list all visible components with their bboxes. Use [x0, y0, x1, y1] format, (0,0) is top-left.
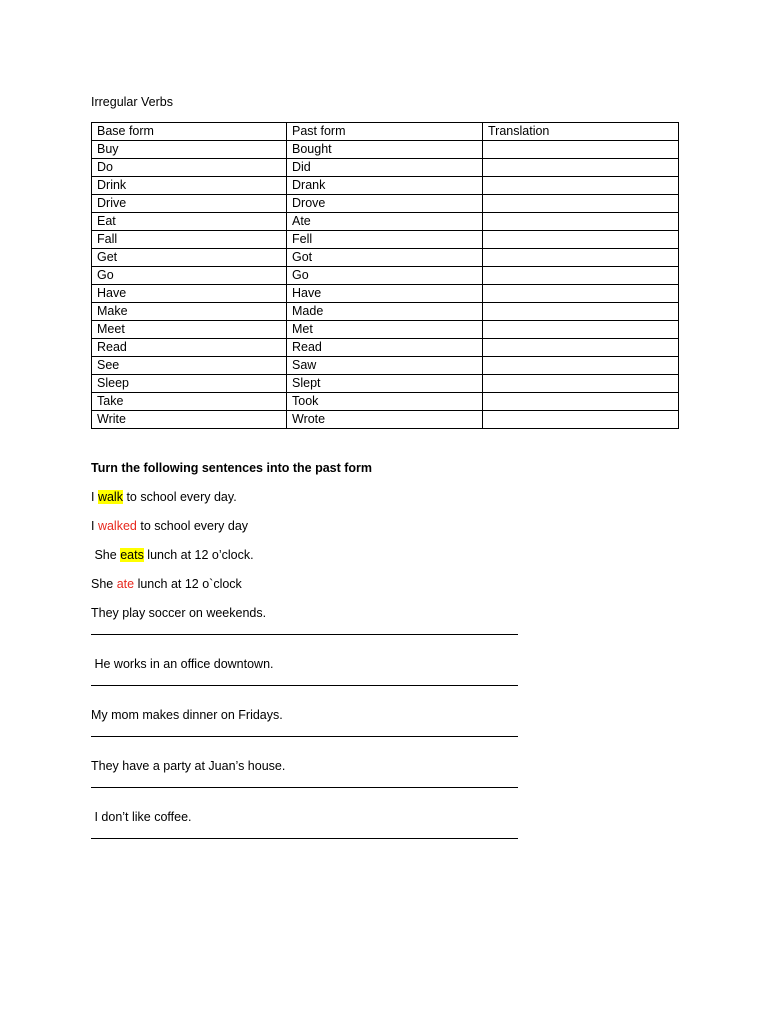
cell-past-form: Ate	[287, 213, 483, 231]
table-row	[92, 375, 679, 393]
cell-past-form: Met	[287, 321, 483, 339]
table-row	[92, 357, 679, 375]
cell-translation[interactable]	[483, 357, 679, 375]
table-row	[92, 411, 679, 429]
cell-past-form: Slept	[287, 375, 483, 393]
table-row	[92, 321, 679, 339]
example-prompt-1	[91, 489, 691, 505]
header-past-form: Past form	[287, 123, 483, 141]
cell-translation[interactable]	[483, 339, 679, 357]
table-row	[92, 159, 679, 177]
cell-past-form: Drank	[287, 177, 483, 195]
cell-translation[interactable]	[483, 411, 679, 429]
cell-past-form: Have	[287, 285, 483, 303]
cell-translation[interactable]	[483, 303, 679, 321]
page-title: Irregular Verbs	[91, 95, 173, 109]
cell-translation[interactable]	[483, 321, 679, 339]
cell-base-form: Write	[92, 411, 287, 429]
highlighted-verb: walk	[97, 490, 123, 504]
exercise-sentence: He works in an office downtown.	[91, 657, 274, 671]
cell-base-form: Drive	[92, 195, 287, 213]
cell-past-form: Read	[287, 339, 483, 357]
exercise-sentence: I don’t like coffee.	[91, 810, 192, 824]
cell-base-form: Do	[92, 159, 287, 177]
table-row	[92, 339, 679, 357]
table-row	[92, 249, 679, 267]
cell-past-form: Got	[287, 249, 483, 267]
answer-text: lunch at 12 o`clock	[134, 577, 242, 591]
answer-text: I	[91, 519, 98, 533]
example-answer-1	[91, 518, 691, 534]
answer-verb: walked	[97, 519, 137, 533]
cell-base-form: Buy	[92, 141, 287, 159]
cell-translation[interactable]	[483, 375, 679, 393]
cell-past-form: Made	[287, 303, 483, 321]
exercise-section	[91, 460, 691, 839]
cell-past-form: Took	[287, 393, 483, 411]
cell-past-form: Did	[287, 159, 483, 177]
cell-translation[interactable]	[483, 393, 679, 411]
table-row	[92, 267, 679, 285]
cell-base-form: Read	[92, 339, 287, 357]
cell-past-form: Fell	[287, 231, 483, 249]
cell-past-form: Drove	[287, 195, 483, 213]
table-row	[92, 177, 679, 195]
cell-base-form: Eat	[92, 213, 287, 231]
cell-translation[interactable]	[483, 159, 679, 177]
cell-translation[interactable]	[483, 177, 679, 195]
prompt-text: I	[91, 490, 98, 504]
exercise-sentence: They play soccer on weekends.	[91, 606, 267, 620]
header-translation: Translation	[483, 123, 679, 141]
table-row	[92, 213, 679, 231]
exercise-heading: Turn the following sentences into the past form	[91, 461, 373, 475]
cell-base-form: Have	[92, 285, 287, 303]
cell-base-form: Sleep	[92, 375, 287, 393]
answer-blank-line[interactable]	[91, 838, 518, 839]
answer-text: to school every day	[136, 519, 249, 533]
cell-translation[interactable]	[483, 249, 679, 267]
example-answer-2	[91, 576, 691, 592]
table-row	[92, 303, 679, 321]
cell-base-form: Meet	[92, 321, 287, 339]
table-header-row	[92, 123, 679, 141]
answer-text: She	[91, 577, 117, 591]
prompt-text: lunch at 12 o’clock.	[143, 548, 254, 562]
cell-base-form: Make	[92, 303, 287, 321]
irregular-verbs-table	[91, 122, 679, 429]
cell-base-form: Drink	[92, 177, 287, 195]
prompt-text: She	[91, 548, 121, 562]
example-prompt-2	[91, 547, 691, 563]
highlighted-verb: eats	[120, 548, 144, 562]
table-row	[92, 195, 679, 213]
cell-translation[interactable]	[483, 213, 679, 231]
table-body	[92, 141, 679, 429]
exercise-sentence: They have a party at Juan’s house.	[91, 759, 286, 773]
cell-translation[interactable]	[483, 195, 679, 213]
cell-translation[interactable]	[483, 267, 679, 285]
cell-base-form: See	[92, 357, 287, 375]
cell-base-form: Fall	[92, 231, 287, 249]
prompt-text: to school every day.	[122, 490, 237, 504]
cell-translation[interactable]	[483, 141, 679, 159]
cell-translation[interactable]	[483, 285, 679, 303]
header-base-form: Base form	[92, 123, 287, 141]
answer-verb: ate	[116, 577, 135, 591]
cell-base-form: Get	[92, 249, 287, 267]
cell-base-form: Go	[92, 267, 287, 285]
cell-past-form: Saw	[287, 357, 483, 375]
cell-past-form: Go	[287, 267, 483, 285]
table-row	[92, 141, 679, 159]
table-row	[92, 231, 679, 249]
cell-translation[interactable]	[483, 231, 679, 249]
exercise-sentence: My mom makes dinner on Fridays.	[91, 708, 283, 722]
cell-past-form: Bought	[287, 141, 483, 159]
table-row	[92, 285, 679, 303]
table-row	[92, 393, 679, 411]
cell-base-form: Take	[92, 393, 287, 411]
cell-past-form: Wrote	[287, 411, 483, 429]
